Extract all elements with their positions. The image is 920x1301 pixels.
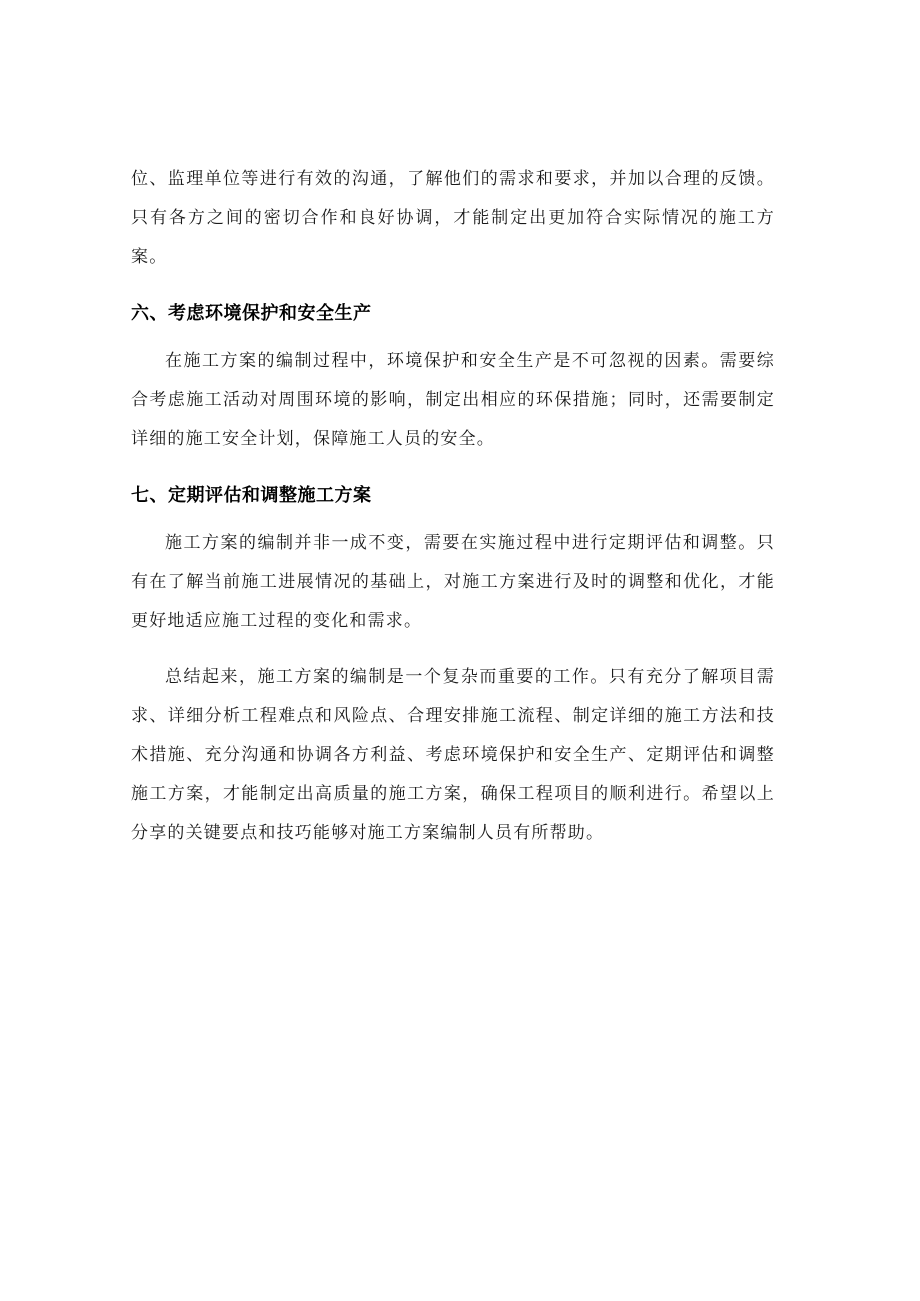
section-6-paragraph: 在施工方案的编制过程中，环境保护和安全生产是不可忽视的因素。需要综合考虑施工活动对周围环境的影响，制定出相应的环保措施；同时，还需要制定详细的施工安全计划，保障施工人员的安全。: [131, 351, 775, 449]
continuation-paragraph: 位、监理单位等进行有效的沟通，了解他们的需求和要求，并加以合理的反馈。只有各方之间的密切合作和良好协调，才能制定出更加符合实际情况的施工方案。: [131, 169, 775, 267]
section-6-heading: 六、考虑环境保护和安全生产: [131, 303, 372, 324]
conclusion-paragraph: 总结起来，施工方案的编制是一个复杂而重要的工作。只有充分了解项目需求、详细分析工程难点和风险点、合理安排施工流程、制定详细的施工方法和技术措施、充分沟通和协调各方利益、考虑环境保护和安全生产、定期评估和调整施工方案，才能制定出高质量的施工方案，确保工程项目的顺利进行。希望以上分享的关键要点和技巧能够对施工方案编制人员有所帮助。: [131, 667, 775, 843]
section-7-heading: 七、定期评估和调整施工方案: [131, 485, 372, 506]
section-7-paragraph: 施工方案的编制并非一成不变，需要在实施过程中进行定期评估和调整。只有在了解当前施工进展情况的基础上，对施工方案进行及时的调整和优化，才能更好地适应施工过程的变化和需求。: [131, 533, 775, 631]
document-body: [131, 160, 775, 870]
